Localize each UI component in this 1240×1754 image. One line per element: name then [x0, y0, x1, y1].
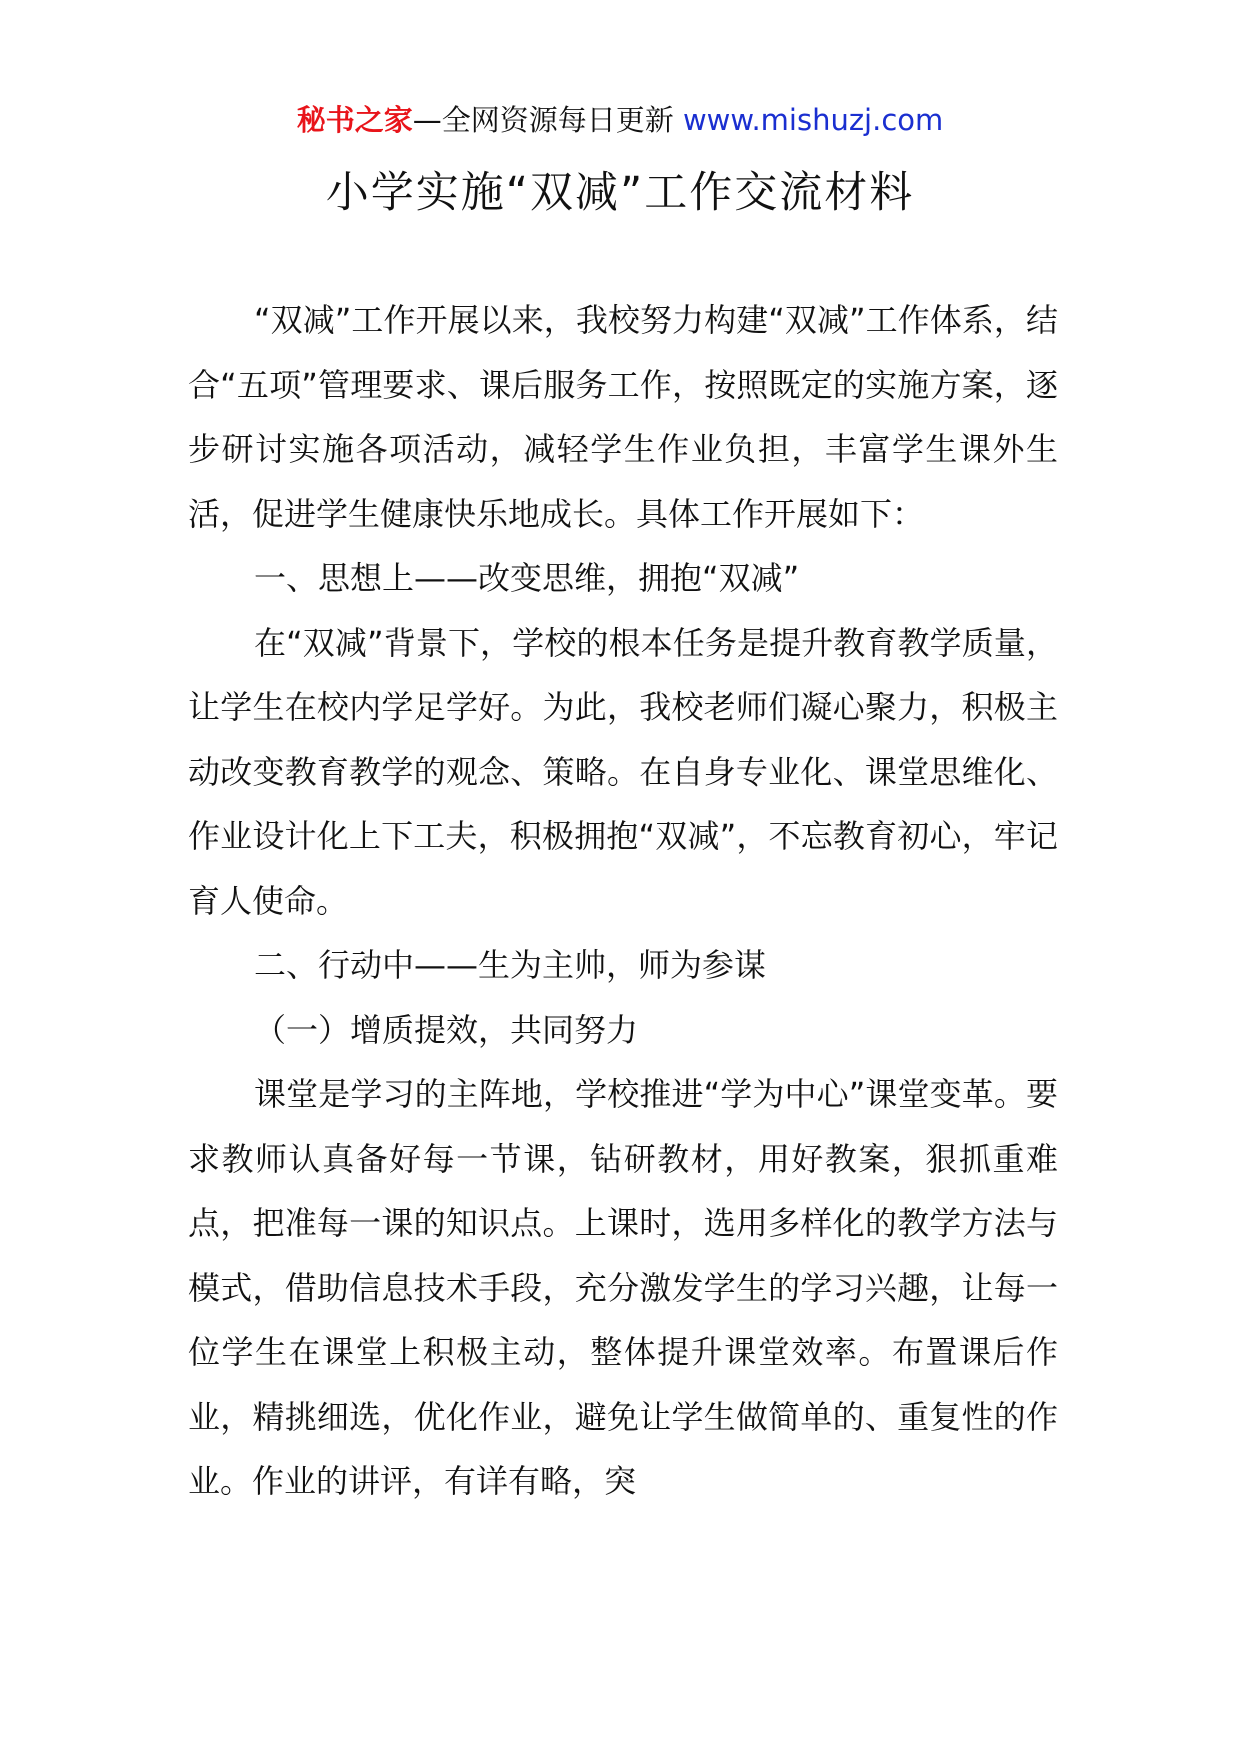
- site-url-link[interactable]: www.mishuzj.com: [682, 103, 944, 137]
- intro-paragraph: “双减”工作开展以来，我校努力构建“双减”工作体系，结合“五项”管理要求、课后服务工作，按照既定的实施方案，逐步研讨实施各项活动，减轻学生作业负担，丰富学生课外生活，促进学生健康快乐地成长。具体工作开展如下：: [188, 301, 1058, 533]
- site-header: [0, 100, 1240, 140]
- section-heading-2: 二、行动中——生为主帅，师为参谋: [254, 946, 767, 984]
- document-title: 小学实施“双减”工作交流材料: [325, 168, 915, 218]
- section-1-paragraph: 在“双减”背景下，学校的根本任务是提升教育教学质量，让学生在校内学足学好。为此，我校老师们凝心聚力，积极主动改变教育教学的观念、策略。在自身专业化、课堂思维化、作业设计化上下工夫，积极拥抱“双减”，不忘教育初心，牢记育人使命。: [188, 623, 1058, 920]
- subsection-1-paragraph: 课堂是学习的主阵地，学校推进“学为中心”课堂变革。要求教师认真备好每一节课，钻研教材，用好教案，狠抓重难点，把准每一课的知识点。上课时，选用多样化的教学方法与模式，借助信息技术手段，充分激发学生的学习兴趣，让每一位学生在课堂上积极主动，整体提升课堂效率。布置课后作业，精挑细选，优化作业，避免让学生做简单的、重复性的作业。作业的讲评，有详有略，突: [188, 1075, 1058, 1500]
- header-slogan: —全网资源每日更新: [412, 103, 683, 137]
- document-body: [188, 288, 1058, 1514]
- subsection-heading-1: （一）增质提效，共同努力: [254, 1010, 639, 1049]
- section-heading-1: 一、思想上——改变思维，拥抱“双减”: [254, 559, 800, 597]
- brand-name: 秘书之家: [296, 103, 413, 137]
